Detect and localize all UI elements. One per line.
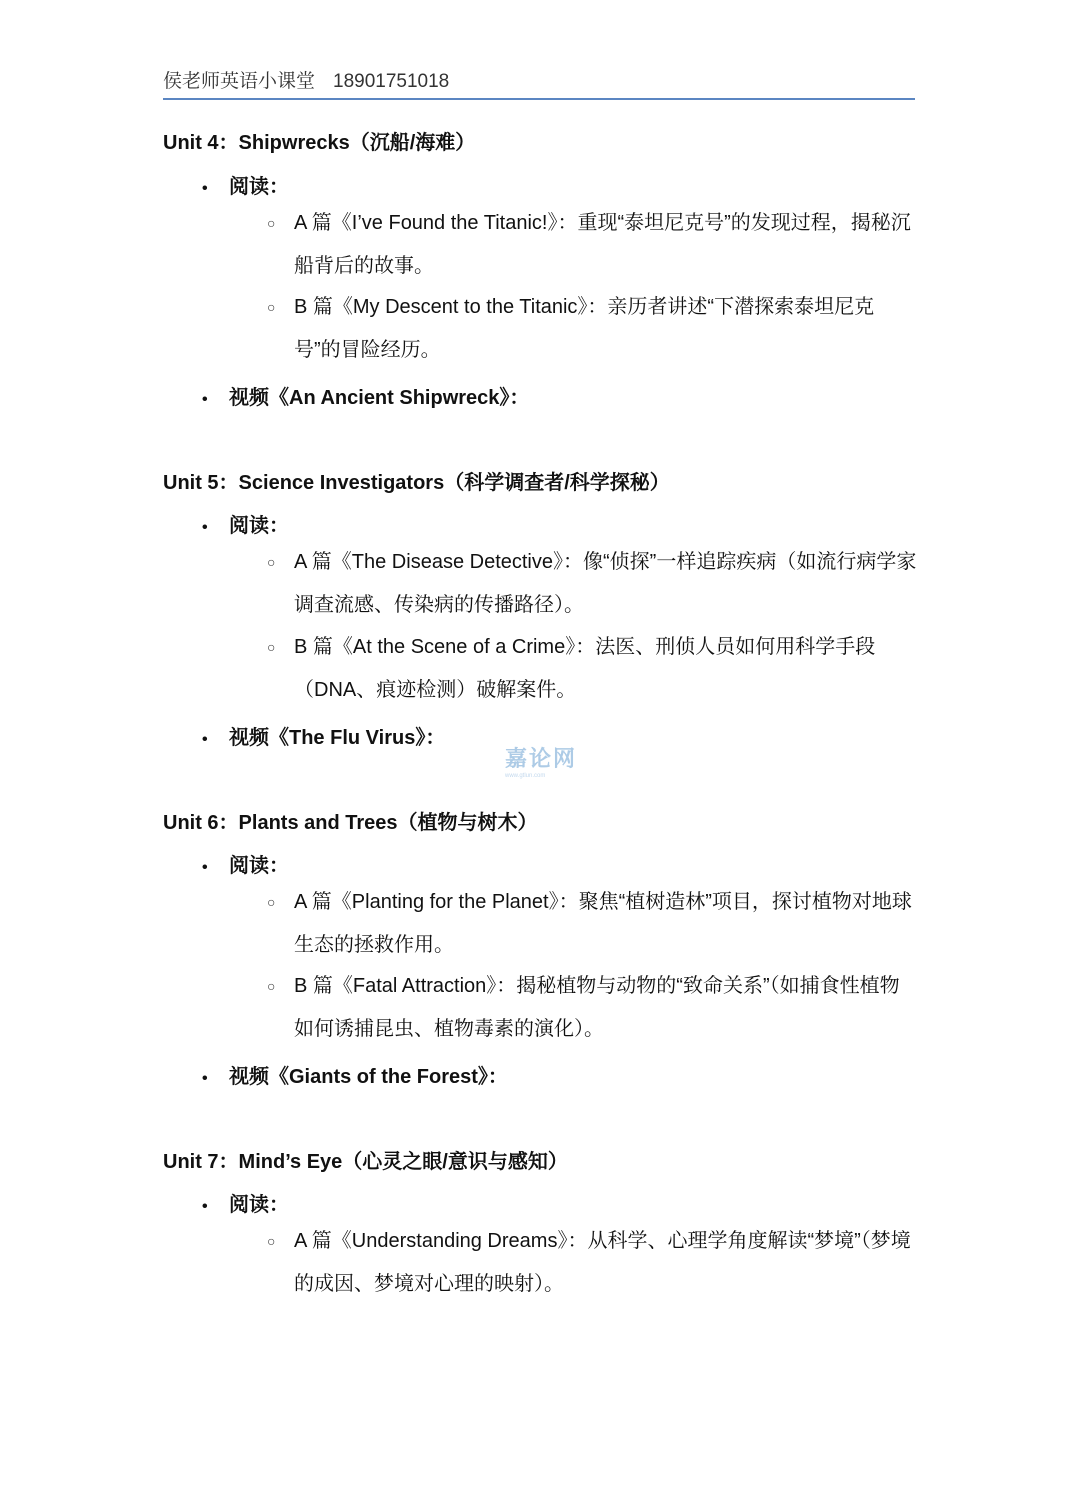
- video-label: 视频《An Ancient Shipwreck》：: [229, 387, 530, 409]
- bullet-icon: •: [202, 859, 208, 876]
- reading-label: 阅读：: [229, 515, 289, 537]
- unit-4-item-b: [267, 286, 917, 372]
- bullet-icon: •: [202, 1198, 208, 1215]
- item-text: A 篇《Planting for the Planet》：聚焦“植树造林”项目，探讨植物对地球生态的拯救作用。: [294, 891, 912, 956]
- unit-4-reading-bullet: [202, 170, 289, 199]
- header-phone: 18901751018: [333, 71, 450, 92]
- circle-bullet-icon: ○: [267, 639, 276, 655]
- bullet-icon: •: [202, 391, 208, 408]
- video-label: 视频《The Flu Virus》：: [229, 727, 446, 749]
- circle-bullet-icon: ○: [267, 215, 276, 231]
- unit-6-video: [202, 1060, 508, 1089]
- watermark-logo: [505, 742, 577, 779]
- circle-bullet-icon: ○: [267, 554, 276, 570]
- circle-bullet-icon: ○: [267, 1233, 276, 1249]
- bullet-icon: •: [202, 180, 208, 197]
- unit-5-item-a: [267, 541, 917, 627]
- video-label: 视频《Giants of the Forest》：: [229, 1066, 508, 1088]
- unit-5-title: Unit 5：Science Investigators（科学调查者/科学探秘）: [163, 472, 670, 494]
- page-header: [163, 66, 449, 93]
- unit-6-title: Unit 6：Plants and Trees（植物与树木）: [163, 812, 538, 834]
- unit-7-title: Unit 7：Mind’s Eye（心灵之眼/意识与感知）: [163, 1151, 568, 1173]
- reading-label: 阅读：: [229, 176, 289, 198]
- watermark-subtext: www.gtlun.com: [505, 773, 546, 779]
- bullet-icon: •: [202, 1070, 208, 1087]
- item-text: B 篇《Fatal Attraction》：揭秘植物与动物的“致命关系”（如捕食性植物如何诱捕昆虫、植物毒素的演化）。: [294, 975, 900, 1040]
- unit-7-item-a: [267, 1220, 917, 1306]
- reading-label: 阅读：: [229, 855, 289, 877]
- bullet-icon: •: [202, 519, 208, 536]
- item-text: B 篇《My Descent to the Titanic》：亲历者讲述“下潜探索泰坦尼克号”的冒险经历。: [294, 296, 875, 361]
- reading-label: 阅读：: [229, 1194, 289, 1216]
- header-divider: [163, 98, 915, 100]
- unit-7-reading-bullet: [202, 1188, 289, 1217]
- circle-bullet-icon: ○: [267, 978, 276, 994]
- unit-4-title: Unit 4：Shipwrecks（沉船/海难）: [163, 132, 476, 154]
- circle-bullet-icon: ○: [267, 894, 276, 910]
- unit-5-video: [202, 721, 445, 750]
- item-text: B 篇《At the Scene of a Crime》：法医、刑侦人员如何用科学手段（DNA、痕迹检测）破解案件。: [294, 636, 876, 701]
- unit-4-item-a: [267, 202, 917, 288]
- item-text: A 篇《I’ve Found the Titanic!》：重现“泰坦尼克号”的发现过程，揭秘沉船背后的故事。: [294, 212, 911, 277]
- unit-6-item-b: [267, 965, 917, 1051]
- watermark-text: 嘉论网: [505, 746, 578, 771]
- unit-4-video: [202, 381, 529, 410]
- unit-5-item-b: [267, 626, 917, 712]
- header-title: 侯老师英语小课堂: [163, 70, 316, 92]
- unit-6-reading-bullet: [202, 849, 289, 878]
- item-text: A 篇《The Disease Detective》：像“侦探”一样追踪疾病（如流行病学家调查流感、传染病的传播路径）。: [294, 551, 917, 616]
- unit-5-reading-bullet: [202, 509, 289, 538]
- circle-bullet-icon: ○: [267, 299, 276, 315]
- unit-6-item-a: [267, 881, 917, 967]
- bullet-icon: •: [202, 731, 208, 748]
- item-text: A 篇《Understanding Dreams》：从科学、心理学角度解读“梦境”（梦境的成因、梦境对心理的映射）。: [294, 1230, 911, 1295]
